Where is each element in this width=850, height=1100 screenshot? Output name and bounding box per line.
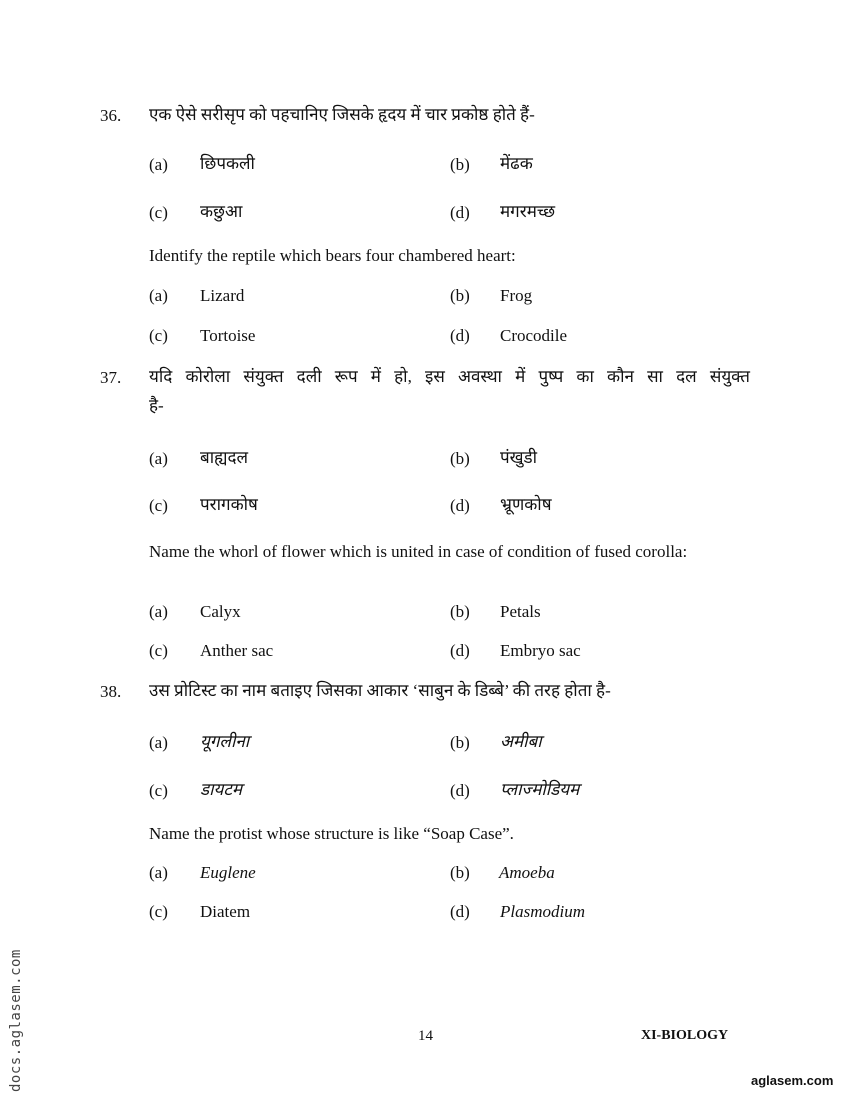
q37-english-option-a-label: (a) <box>149 602 168 621</box>
q36-english-option-b: Frog <box>500 286 533 305</box>
q38-english-option-d-label: (d) <box>450 902 470 921</box>
q38-hindi-option-d-label: (d) <box>450 781 470 800</box>
q37-english-option-b-label: (b) <box>450 602 470 621</box>
q37-hindi-option-b: पंखुडी <box>500 448 538 467</box>
q37-hindi-option-c-label: (c) <box>149 496 168 515</box>
q38-english-option-b: Amoeba <box>499 863 555 882</box>
q36-hindi-option-b: मेंढक <box>500 154 533 173</box>
question-37-hindi-line2: है- <box>149 396 164 415</box>
q38-english-option-d: Plasmodium <box>500 902 585 921</box>
q37-hindi-option-d-label: (d) <box>450 496 470 515</box>
q36-hindi-option-d: मगरमच्छ <box>500 202 556 221</box>
q38-hindi-option-b: अमीबा <box>500 732 542 751</box>
question-36-number: 36. <box>100 106 122 125</box>
question-37-english-text: Name the whorl of flower which is united in case of condition of fused corolla: <box>149 542 688 561</box>
q38-hindi-option-d: प्लाज्मोडियम <box>500 780 580 799</box>
question-37-hindi-line1: यदि कोरोला संयुक्त दली रूप में हो, इस अवस्था में पुष्प का कौन सा दल संयुक्त <box>149 367 750 386</box>
q38-english-option-b-label: (b) <box>450 863 470 882</box>
brand-watermark: aglasem.com <box>751 1073 834 1088</box>
q38-english-option-a: Euglene <box>200 863 256 882</box>
q37-english-option-b: Petals <box>500 602 541 621</box>
q38-english-option-a-label: (a) <box>149 863 168 882</box>
q37-english-option-d: Embryo sac <box>500 641 581 660</box>
q38-english-option-c-label: (c) <box>149 902 168 921</box>
q37-hindi-option-b-label: (b) <box>450 449 470 468</box>
q36-english-option-d-label: (d) <box>450 326 470 345</box>
q36-english-option-d: Crocodile <box>500 326 568 345</box>
q38-english-option-c: Diatem <box>200 902 251 921</box>
q36-english-option-a-label: (a) <box>149 286 168 305</box>
q36-english-option-b-label: (b) <box>450 286 470 305</box>
q37-hindi-option-c: परागकोष <box>200 495 258 514</box>
page-number: 14 <box>418 1028 433 1044</box>
question-36-english-text: Identify the reptile which bears four chambered heart: <box>149 246 516 265</box>
question-36-hindi-text: एक ऐसे सरीसृप को पहचानिए जिसके हृदय में चार प्रकोष्ठ होते हैं- <box>149 105 535 124</box>
q36-hindi-option-a: छिपकली <box>200 154 255 173</box>
q36-english-option-a: Lizard <box>200 286 245 305</box>
q37-english-option-d-label: (d) <box>450 641 470 660</box>
question-37-number: 37. <box>100 368 122 387</box>
subject-label: XI-BIOLOGY <box>641 1028 729 1043</box>
q37-english-option-c-label: (c) <box>149 641 168 660</box>
q38-hindi-option-a-label: (a) <box>149 733 168 752</box>
q38-hindi-option-c-label: (c) <box>149 781 168 800</box>
q38-hindi-option-c: डायटम <box>200 780 243 799</box>
question-38-english-text: Name the protist whose structure is like “Soap Case”. <box>149 824 514 843</box>
q36-hindi-option-c: कछुआ <box>200 202 243 221</box>
q36-hindi-option-b-label: (b) <box>450 155 470 174</box>
q38-hindi-option-a: यूगलीना <box>200 732 250 751</box>
q36-english-option-c-label: (c) <box>149 326 168 345</box>
question-38-hindi-text: उस प्रोटिस्ट का नाम बताइए जिसका आकार ‘साबुन के डिब्बे’ की तरह होता है- <box>149 681 611 700</box>
q37-english-option-a: Calyx <box>200 602 241 621</box>
q36-english-option-c: Tortoise <box>200 326 256 345</box>
q37-english-option-c: Anther sac <box>200 641 274 660</box>
q36-hindi-option-a-label: (a) <box>149 155 168 174</box>
q36-hindi-option-d-label: (d) <box>450 203 470 222</box>
side-watermark: docs.aglasem.com <box>8 949 24 1092</box>
q38-hindi-option-b-label: (b) <box>450 733 470 752</box>
question-38-number: 38. <box>100 682 122 701</box>
q37-hindi-option-a-label: (a) <box>149 449 168 468</box>
q37-hindi-option-d: भ्रूणकोष <box>500 495 552 514</box>
q36-hindi-option-c-label: (c) <box>149 203 168 222</box>
q37-hindi-option-a: बाह्यदल <box>200 448 249 467</box>
